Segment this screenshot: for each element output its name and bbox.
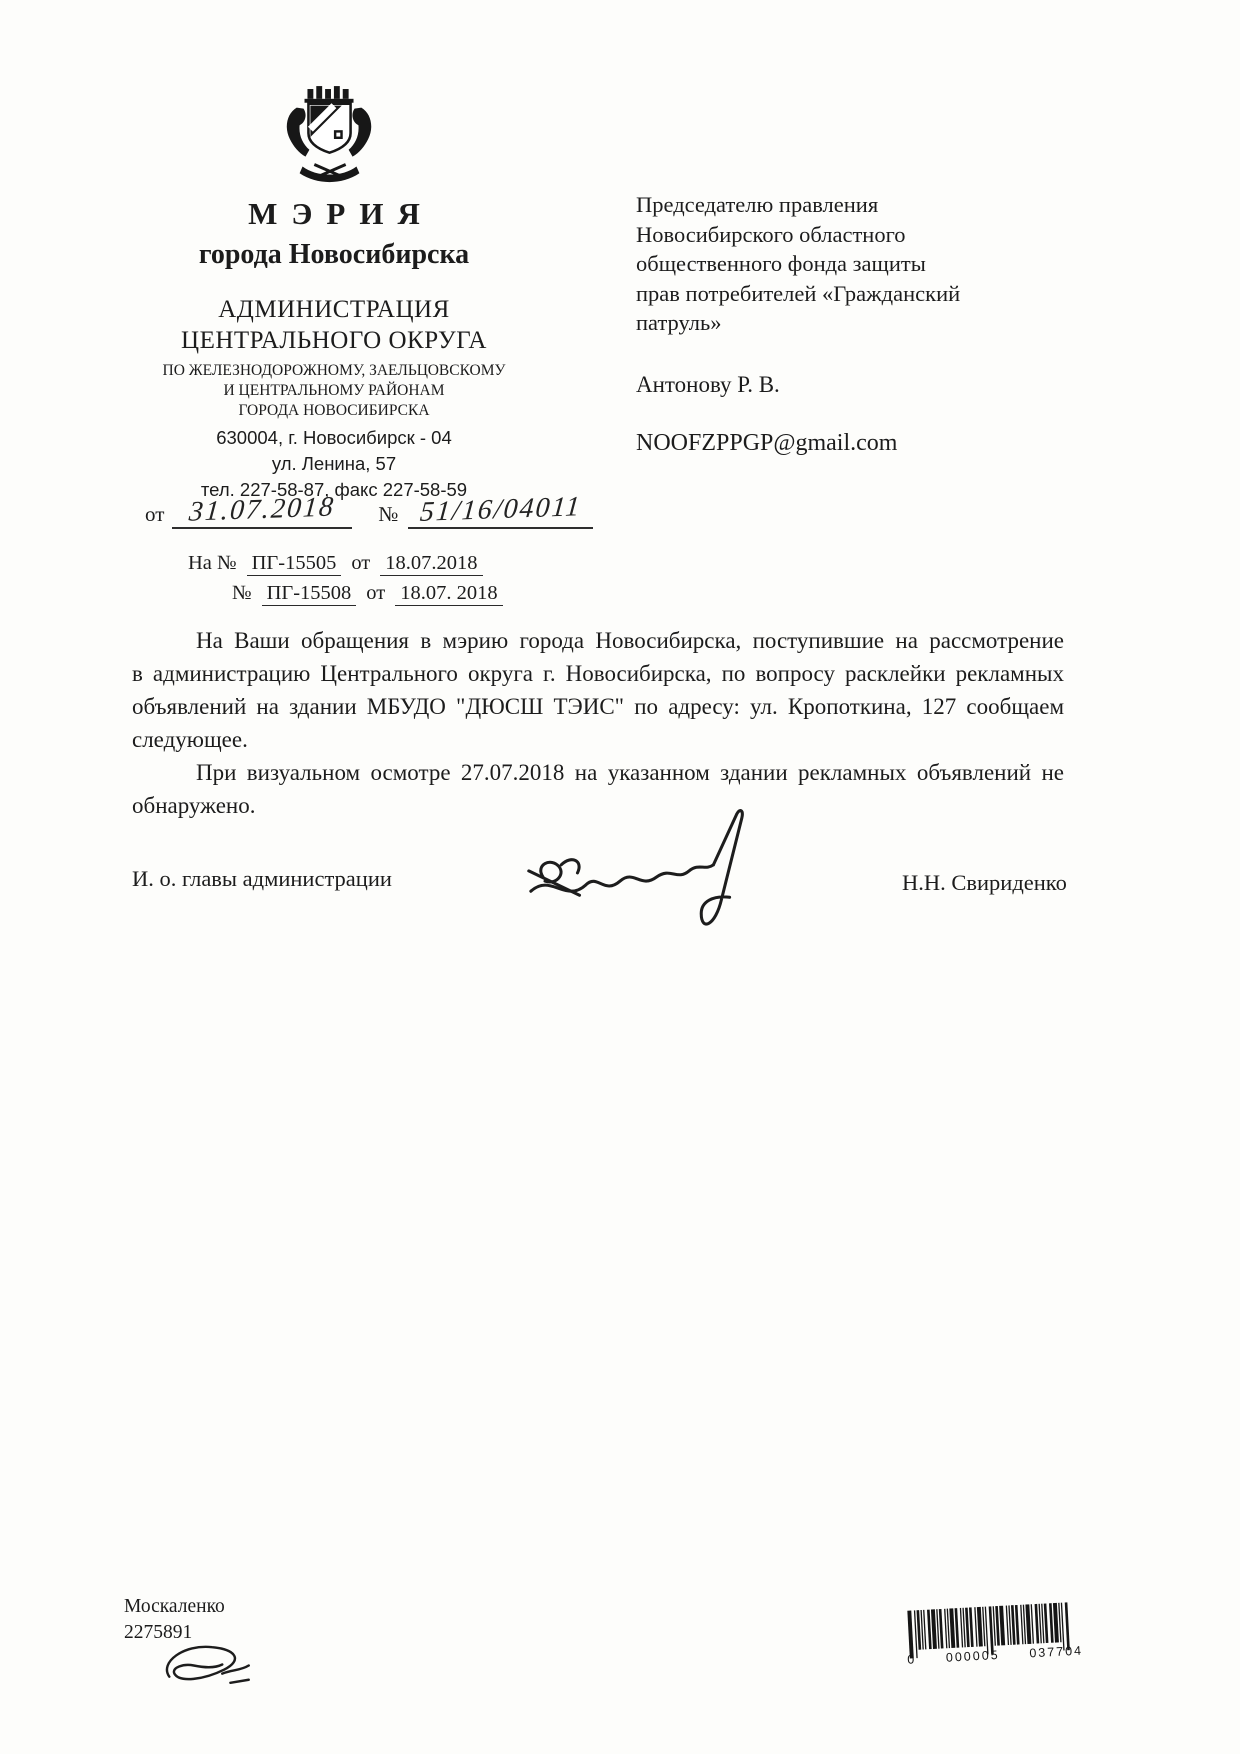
signer-position-title: И. о. главы администрации bbox=[132, 866, 392, 891]
department-line2: ЦЕНТРАЛЬНОГО ОКРУГА bbox=[181, 327, 487, 354]
signature-autograph-icon bbox=[520, 806, 780, 948]
reply1-number: ПГ-15505 bbox=[247, 552, 342, 576]
barcode-group2: 037704 bbox=[1029, 1643, 1084, 1661]
department-line1: АДМИНИСТРАЦИЯ bbox=[218, 296, 450, 323]
reply1-prefix: На № bbox=[188, 552, 237, 574]
reply-references bbox=[188, 548, 503, 608]
ref-date-handwritten: 31.07.2018 bbox=[188, 491, 337, 528]
districts-line2: И ЦЕНТРАЛЬНОМУ РАЙОНАМ bbox=[223, 382, 445, 399]
signer-name: Н.Н. Свириденко bbox=[902, 870, 1067, 895]
ref-date-field bbox=[172, 491, 352, 529]
ref-number-label: № bbox=[378, 502, 399, 526]
street-address: ул. Ленина, 57 bbox=[271, 453, 397, 474]
org-subtitle: города Новосибирска bbox=[198, 239, 470, 270]
body-paragraph-2: При визуальном осмотре 27.07.2018 на указанном здании рекламных объявлений не обнаружено. bbox=[132, 760, 1064, 818]
districts-line1: ПО ЖЕЛЕЗНОДОРОЖНОМУ, ЗАЕЛЬЦОВСКОМУ bbox=[162, 362, 506, 379]
recipient-org-line: прав потребителей «Гражданский bbox=[636, 280, 961, 306]
ref-date-label: от bbox=[145, 502, 165, 526]
ref-number-handwritten: 51/16/04011 bbox=[418, 491, 584, 528]
recipient-org-line: патруль» bbox=[636, 310, 722, 335]
postal-address: 630004, г. Новосибирск - 04 bbox=[216, 427, 452, 448]
phone-fax: тел. 227-58-87, факс 227-58-59 bbox=[200, 479, 468, 500]
reply1-from-label: от bbox=[351, 552, 371, 574]
body-paragraph-1: На Ваши обращения в мэрию города Новосибирска, поступившие на рассмотрение в администрацию Центрального округа г. Новосибирска, по вопросу расклейки рекламных объявлений на здании МБУДО "ДЮСШ ТЭИС" по адресу: ул. Кропоткина, 127 сообщаем следующее. bbox=[132, 628, 1064, 752]
executor-name: Москаленко bbox=[124, 1596, 225, 1617]
recipient-org-line: Новосибирского областного bbox=[636, 221, 906, 247]
barcode bbox=[905, 1599, 1090, 1666]
recipient-org-line: общественного фонда защиты bbox=[636, 251, 926, 276]
reply2-from-label: от bbox=[366, 582, 386, 604]
letterhead bbox=[106, 196, 562, 501]
recipient-organization bbox=[636, 190, 1050, 338]
reply2-number: ПГ-15508 bbox=[262, 582, 357, 606]
executor-signature-icon bbox=[156, 1638, 260, 1694]
barcode-left-digit: 0 bbox=[906, 1652, 917, 1667]
reply1-date: 18.07.2018 bbox=[380, 552, 482, 576]
recipient-org-line: Председателю правления bbox=[636, 192, 879, 217]
executor-phone: 2275891 bbox=[124, 1622, 193, 1643]
ref-number-field bbox=[408, 491, 593, 529]
outgoing-reference-line bbox=[145, 491, 595, 529]
letter-body bbox=[132, 624, 1064, 822]
barcode-group1: 000005 bbox=[945, 1647, 1000, 1665]
recipient-name: Антонову Р. В. bbox=[636, 372, 780, 397]
reply2-prefix: № bbox=[232, 582, 252, 604]
districts-line3: ГОРОДА НОВОСИБИРСКА bbox=[238, 402, 430, 419]
reply2-date: 18.07. 2018 bbox=[395, 582, 502, 606]
reply-reference-2 bbox=[232, 578, 503, 608]
novosibirsk-coat-of-arms-icon bbox=[281, 84, 379, 194]
org-title: МЭРИЯ bbox=[248, 196, 434, 231]
recipient-email: NOOFZPPGP@gmail.com bbox=[636, 430, 898, 456]
reply-reference-1 bbox=[188, 548, 503, 578]
